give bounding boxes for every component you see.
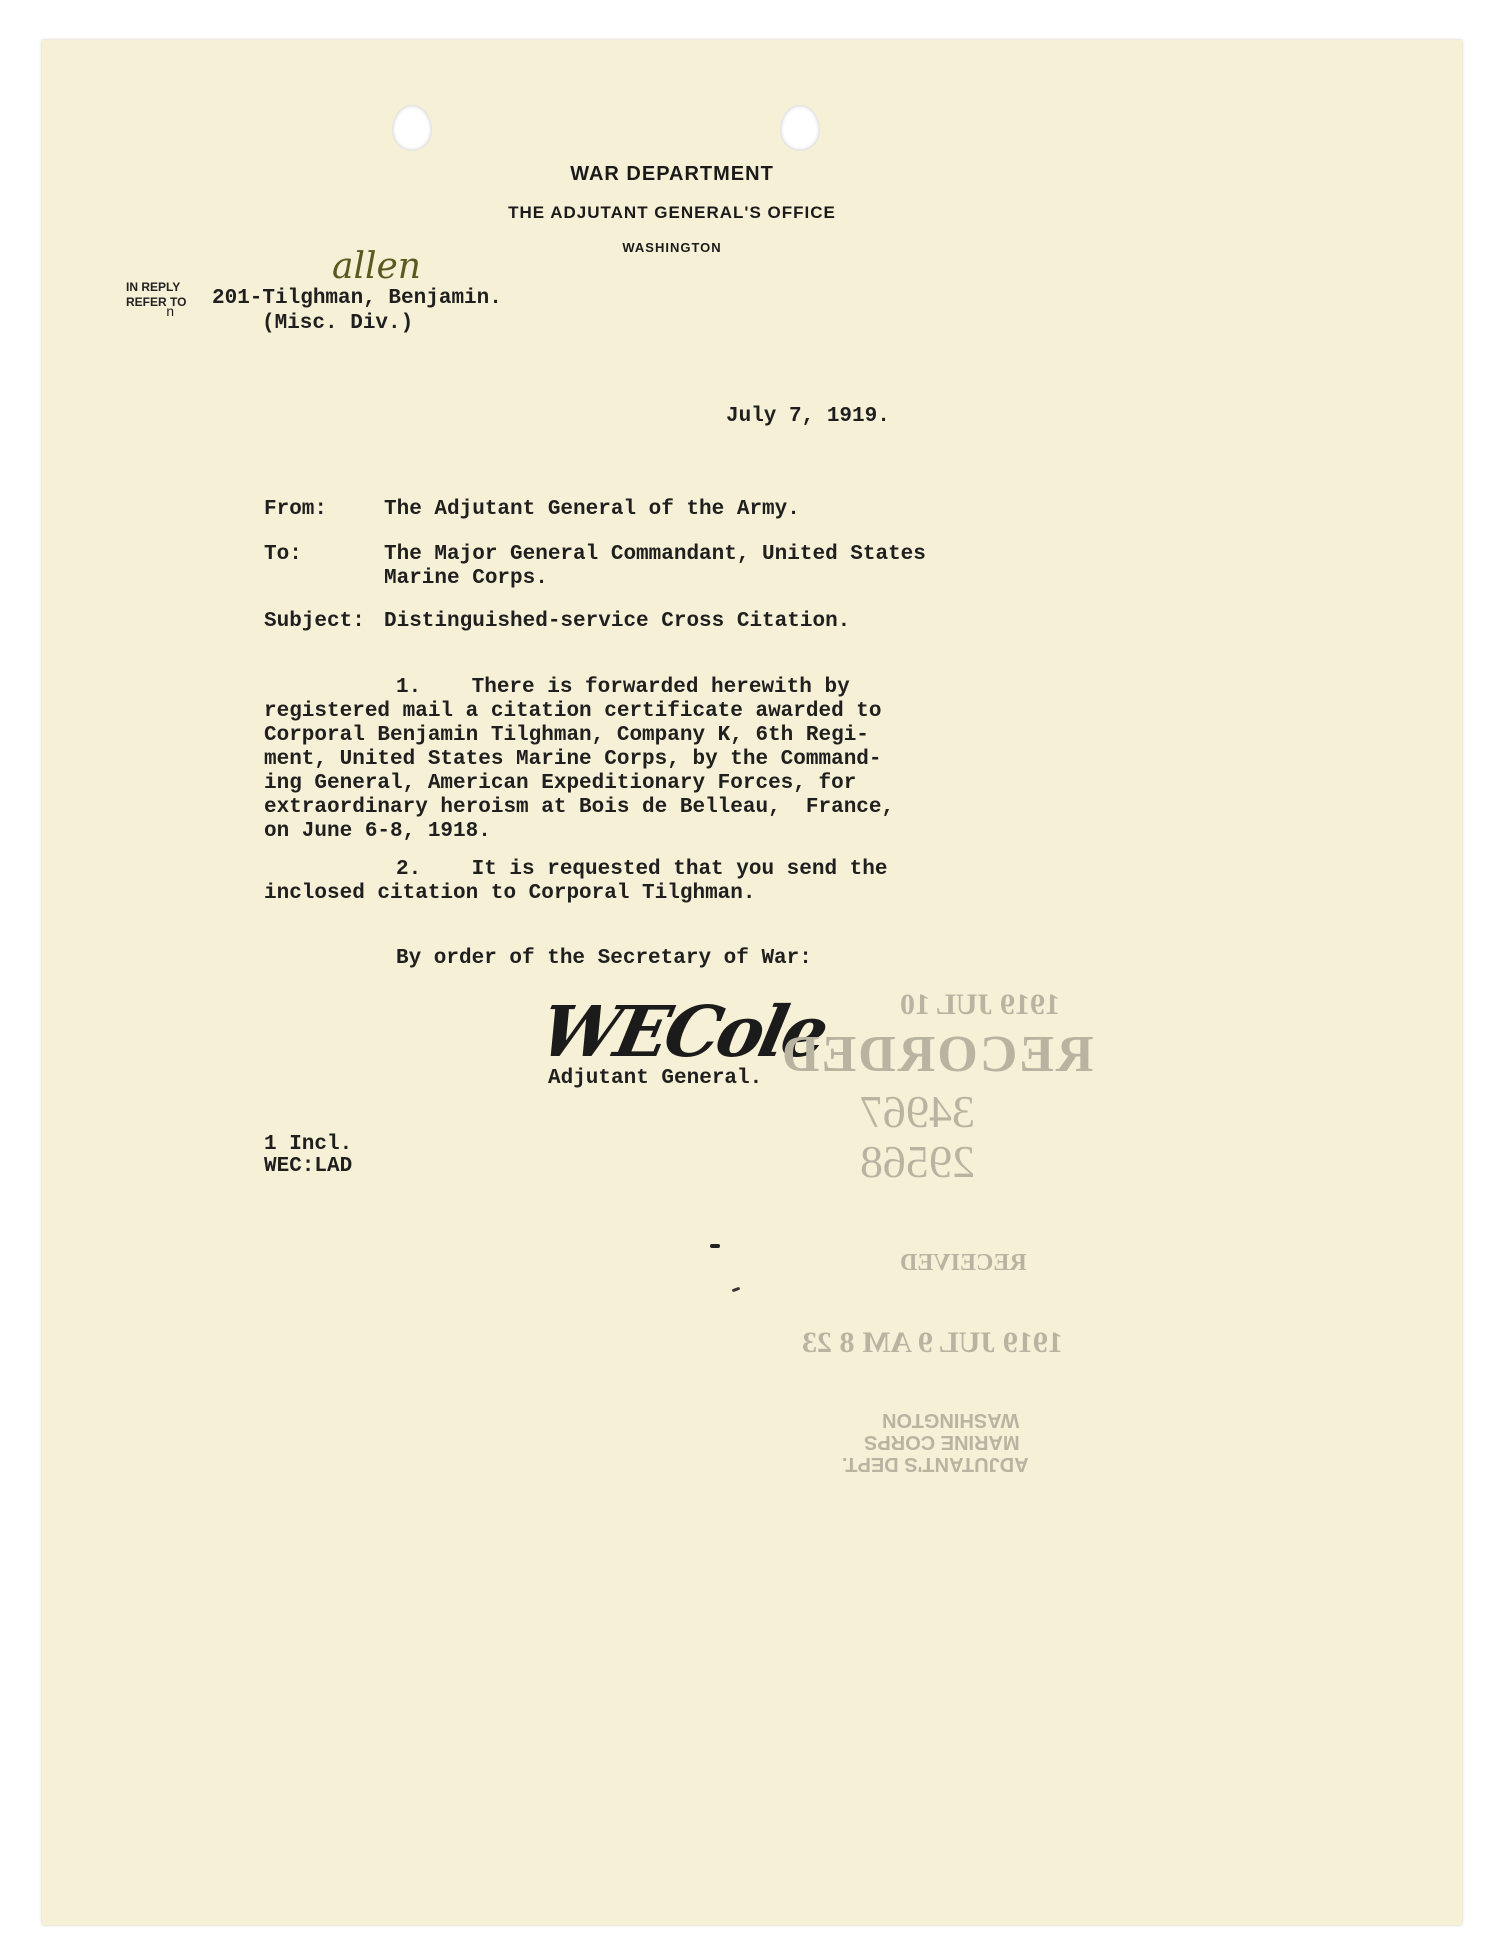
bleed-stamp-received: RECEIVED	[900, 1250, 1027, 1276]
paragraph-1-line: registered mail a citation certificate awarded to	[264, 700, 882, 723]
bleed-stamp-date: 1919 JUL 10	[900, 988, 1061, 1021]
signature-title: Adjutant General.	[548, 1067, 763, 1090]
paragraph-1-line: ment, United States Marine Corps, by the Command-	[264, 748, 882, 771]
order-line: By order of the Secretary of War:	[396, 947, 812, 970]
subject-label: Subject:	[264, 610, 365, 633]
paragraph-1-line: extraordinary heroism at Bois de Belleau, France,	[264, 796, 895, 819]
from-label: From:	[264, 498, 328, 521]
file-number: 201-Tilghman, Benjamin.	[212, 287, 502, 310]
paragraph-2-line: 2. It is requested that you send the	[396, 858, 888, 881]
in-reply-label: IN REPLY	[126, 280, 181, 294]
enclosure-note: 1 Incl.	[264, 1133, 353, 1156]
handwritten-note: allen	[332, 246, 421, 287]
paragraph-1-line: on June 6-8, 1918.	[264, 820, 491, 843]
from-value: The Adjutant General of the Army.	[384, 498, 800, 521]
punch-hole-left	[392, 105, 432, 151]
paragraph-2-line: inclosed citation to Corporal Tilghman.	[264, 882, 756, 905]
file-division: (Misc. Div.)	[262, 312, 414, 335]
letterhead-department: WAR DEPARTMENT	[570, 163, 774, 185]
to-value-line2: Marine Corps.	[384, 567, 548, 590]
paragraph-1-line: 1. There is forwarded herewith by	[396, 676, 850, 699]
refer-to-label: REFER TO	[126, 295, 187, 309]
bleed-stamp-received-date: 1919 JUL 9 AM 8 23	[802, 1326, 1063, 1359]
letterhead-office: THE ADJUTANT GENERAL'S OFFICE	[508, 203, 836, 222]
paragraph-1-line: Corporal Benjamin Tilghman, Company K, 6th Regi-	[264, 724, 869, 747]
bleed-stamp-corps: MARINE CORPS	[864, 1431, 1020, 1453]
punch-hole-right	[780, 105, 820, 151]
to-value-line1: The Major General Commandant, United States	[384, 543, 926, 566]
ink-speck	[710, 1244, 720, 1248]
signature: WECole	[533, 990, 833, 1073]
letterhead-city: WASHINGTON	[622, 240, 722, 255]
letter-page	[42, 40, 1462, 1925]
ink-speck	[732, 1287, 741, 1293]
subject-value: Distinguished-service Cross Citation.	[384, 610, 851, 633]
bleed-stamp-dept: ADJUTANT'S DEPT.	[842, 1453, 1029, 1475]
to-label: To:	[264, 543, 302, 566]
bleed-stamp-city: WASHINGTON	[882, 1409, 1020, 1431]
paragraph-1-line: ing General, American Expeditionary Forces, for	[264, 772, 857, 795]
bleed-stamp-number-1: 34967	[860, 1086, 975, 1137]
bleed-stamp-number-2: 29568	[860, 1136, 975, 1187]
reference-mark: n	[166, 305, 175, 321]
letter-date: July 7, 1919.	[726, 405, 890, 428]
bleed-stamp-recorded: RECORDED	[780, 1026, 1094, 1083]
initials-note: WEC:LAD	[264, 1155, 353, 1178]
